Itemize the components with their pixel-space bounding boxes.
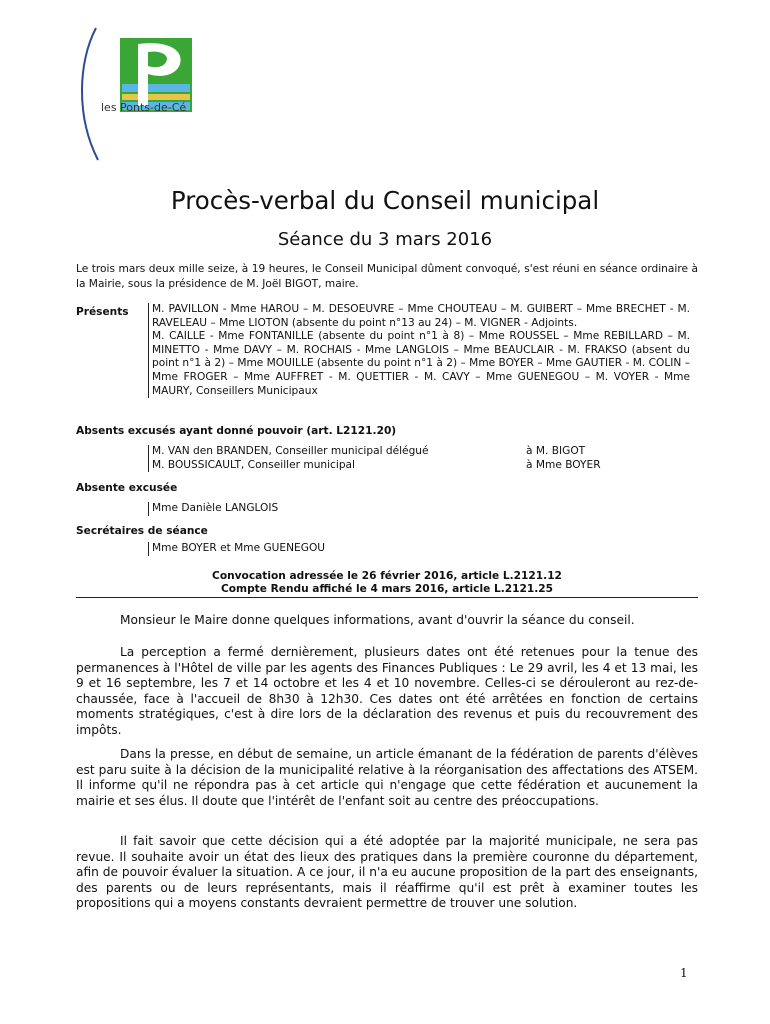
intro-paragraph: Le trois mars deux mille seize, à 19 heures, le Conseil Municipal dûment convoqué, s'est réuni en séance ordinaire à la Mairie, sous la présidence de M. Joël BIGOT, maire. xyxy=(76,263,698,290)
absents-pouvoir-label: Absents excusés ayant donné pouvoir (art. L2121.20) xyxy=(76,425,397,437)
logo-water-1 xyxy=(122,84,190,92)
proxy-row xyxy=(152,459,690,473)
proxy-name: M. BOUSSICAULT, Conseiller municipal xyxy=(152,458,355,471)
logo-emblem xyxy=(68,22,198,172)
presents-block xyxy=(148,303,690,398)
body-paragraph xyxy=(76,613,698,629)
absente-block xyxy=(148,502,690,516)
secretaires-block xyxy=(148,542,690,556)
body-paragraph xyxy=(76,645,698,739)
logo-text: les Ponts-de-Cé xyxy=(101,101,187,114)
logo-swoosh xyxy=(82,28,98,160)
adjoints-list: M. PAVILLON - Mme HAROU – M. DESOEUVRE – Mme CHOUTEAU – M. GUIBERT – Mme BRECHET - M. RAVELEAU – Mme LIOTON (absente du point n°13 au 24) – M. VIGNER - Adjoints. xyxy=(152,303,690,329)
paragraph-text: Il fait savoir que cette décision qui a été adoptée par la majorité municipale, ne sera pas revue. Il souhaite avoir un état des lieux des pratiques dans la première couronne du département, afin de pouvoir évaluer la situation. A ce jour, il n'a eu aucune proposition de la part des enseignants, des parents ou de leurs représentants, mais il réaffirme qu'il est prêt à examiner toutes les propositions qui a moyens constants devraient permettre de trouver une solution. xyxy=(76,834,698,911)
compte-rendu-line: Compte Rendu affiché le 4 mars 2016, article L.2121.25 xyxy=(220,583,553,596)
absents-pouvoir-block xyxy=(148,445,690,472)
presents-label: Présents xyxy=(76,306,129,318)
page-title: Procès-verbal du Conseil municipal xyxy=(170,186,600,215)
secretaires-label: Secrétaires de séance xyxy=(76,525,208,537)
absente-label: Absente excusée xyxy=(76,482,178,494)
convocation-block xyxy=(76,570,698,597)
body-paragraph xyxy=(76,747,698,809)
conseillers-list: M. CAILLE - Mme FONTANILLE (absente du point n°1 à 8) – Mme ROUSSEL – Mme REBILLARD – M. MINETTO - Mme DAVY – M. ROCHAIS - Mme LANGLOIS – Mme BEAUCLAIR - M. FRAKSO (absent du point n°1 à 2) – Mme MOUILLE (absente du point n°1 à 2) – Mme BOYER – Mme GAUTIER - M. COLIN – Mme FROGER – Mme AUFFRET - M. QUETTIER - M. CAVY – Mme GUENEGOU – M. VOYER - Mme MAURY, Conseillers Municipaux xyxy=(152,330,690,397)
divider xyxy=(76,597,698,598)
ponts-de-ce-logo xyxy=(68,22,198,172)
proxy-name: M. VAN den BRANDEN, Conseiller municipal délégué xyxy=(152,445,429,457)
convocation-line: Convocation adressée le 26 février 2016, article L.2121.12 xyxy=(212,570,562,582)
secretaires-names: Mme BOYER et Mme GUENEGOU xyxy=(152,542,326,554)
paragraph-text: Dans la presse, en début de semaine, un article émanant de la fédération de parents d'élèves est paru suite à la décision de la municipalité relative à la réorganisation des affectations des ATSEM. Il informe qu'il ne répondra pas à cet article qui n'engage que cette fédération et aucunement la mairie et ses élus. Il doute que l'intérêt de l'enfant soit au centre des préoccupations. xyxy=(76,747,698,808)
absente-name: Mme Danièle LANGLOIS xyxy=(152,502,279,514)
proxy-to: à M. BIGOT xyxy=(526,445,586,457)
paragraph-text: La perception a fermé dernièrement, plusieurs dates ont été retenues pour la tenue des permanences à l'Hôtel de ville par les agents des Finances Publiques : Le 29 avril, les 4 et 13 mai, les 9 et 16 septembre, les 7 et 14 octobre et les 4 et 10 novembre. Celles-ci se dérouleront au rez-de-chaussée, face à l'accueil de 8h30 à 12h30. Ces dates ont été arrêtées en fonction de certains moments stratégiques, c'est à dire lors de la déclaration des revenus et puis du recouvrement des impôts. xyxy=(76,645,698,737)
proxy-row xyxy=(152,445,690,459)
page-number: 1 xyxy=(680,966,688,980)
session-date: Séance du 3 mars 2016 xyxy=(277,229,493,250)
paragraph-text: Monsieur le Maire donne quelques informations, avant d'ouvrir la séance du conseil. xyxy=(120,613,635,627)
proxy-to: à Mme BOYER xyxy=(526,458,601,471)
body-paragraph xyxy=(76,834,698,912)
logo-sand xyxy=(122,94,190,100)
